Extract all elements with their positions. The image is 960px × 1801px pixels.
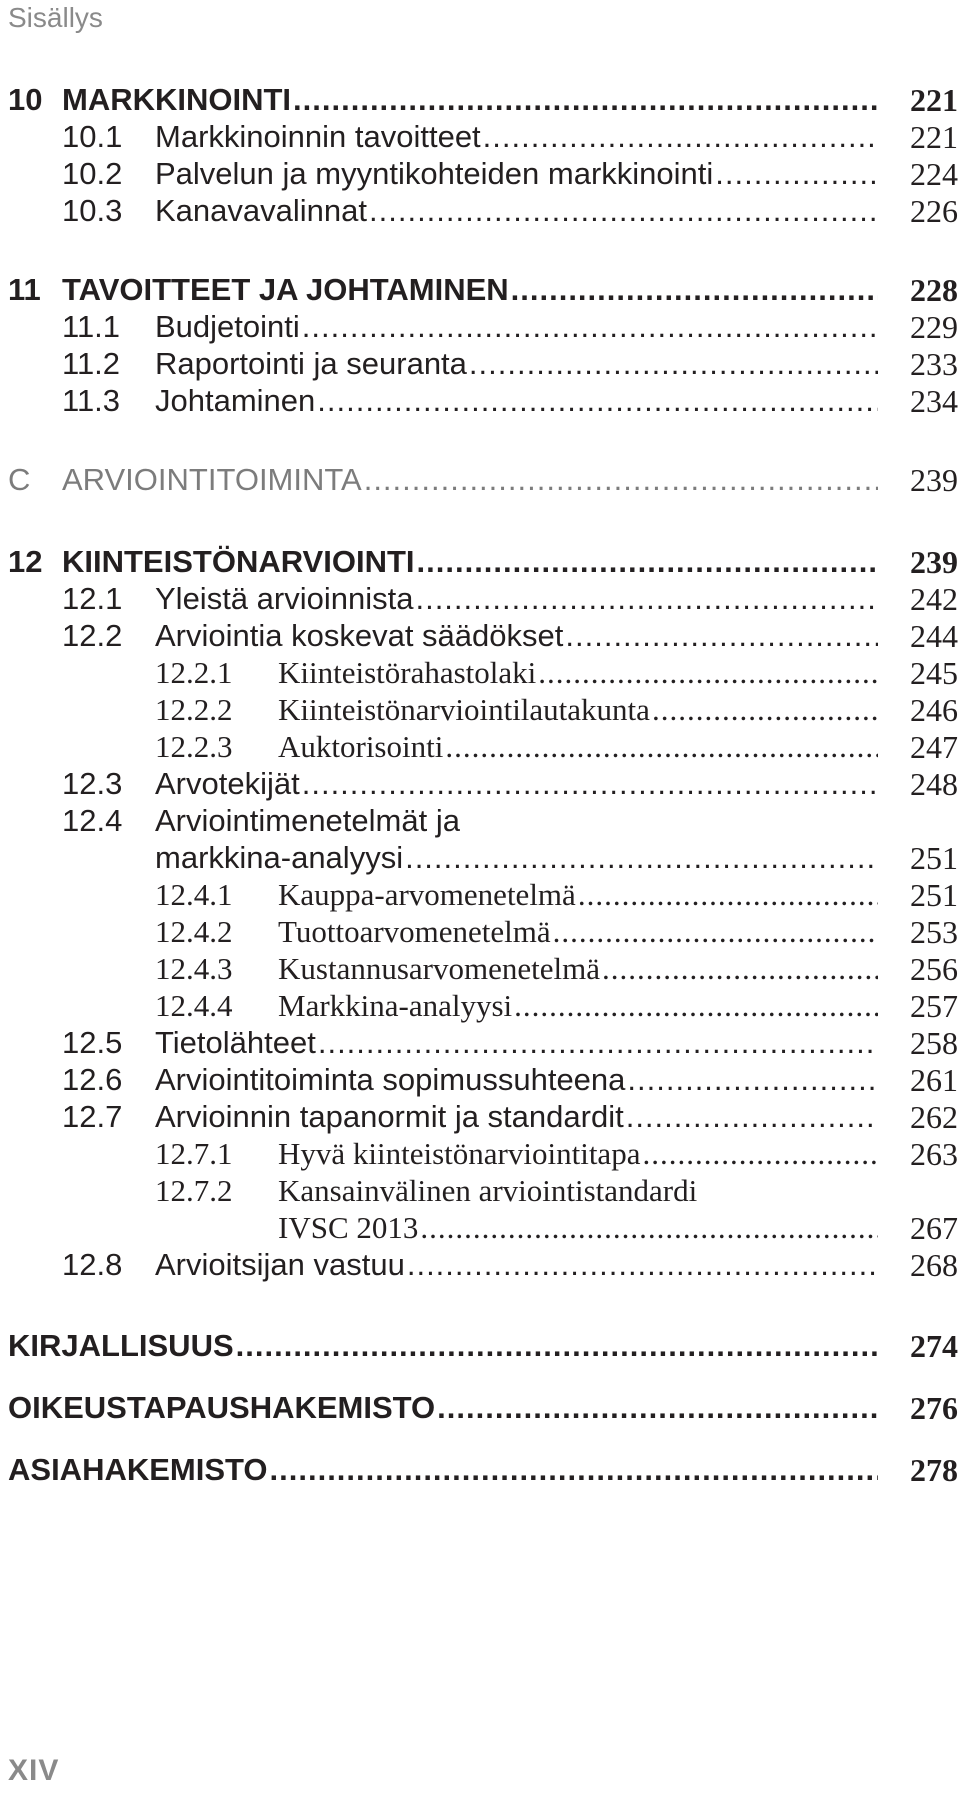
- toc-title: Yleistä arvioinnista: [155, 581, 414, 616]
- toc-number: 10.3: [62, 193, 123, 228]
- dot-leader: [437, 1388, 878, 1428]
- toc-number: 11.1: [62, 309, 121, 344]
- toc-page-number: 274: [910, 1328, 958, 1364]
- toc-number: 12.4.4: [155, 988, 233, 1023]
- toc-entry-section[interactable]: [0, 154, 960, 194]
- toc-title: Tietolähteet: [155, 1025, 316, 1060]
- toc-title: Budjetointi: [155, 309, 300, 344]
- toc-number: 12.2.2: [155, 692, 233, 727]
- toc-page-number: 226: [910, 193, 958, 229]
- toc-entry-section[interactable]: [0, 1023, 960, 1063]
- toc-entry-chapter[interactable]: [0, 270, 960, 310]
- dot-leader: [469, 344, 878, 384]
- dot-leader: [578, 875, 878, 915]
- toc-title: Arviointitoiminta sopimussuhteena: [155, 1062, 626, 1097]
- toc-number: 12: [8, 544, 43, 579]
- toc-title: Kanavavalinnat: [155, 193, 367, 228]
- toc-page-number: 242: [910, 581, 958, 617]
- toc-number: 12.2: [62, 618, 123, 653]
- toc-entry-subsection[interactable]: [0, 875, 960, 915]
- toc-number: 10.1: [62, 119, 123, 154]
- toc-number: 12.3: [62, 766, 123, 801]
- dot-leader: [415, 579, 878, 619]
- toc-number: 11.2: [62, 346, 121, 381]
- dot-leader: [364, 460, 878, 500]
- toc-page-number: 253: [910, 914, 958, 950]
- toc-page-number: 239: [910, 544, 958, 580]
- toc-entry-backmatter[interactable]: [0, 1450, 960, 1490]
- toc-number: 12.2.1: [155, 655, 233, 690]
- toc-page-number: 246: [910, 692, 958, 728]
- toc-entry-subsection[interactable]: [0, 690, 960, 730]
- toc-title: Auktorisointi: [278, 729, 444, 764]
- dot-leader: [318, 1023, 878, 1063]
- toc-entry-subsection[interactable]: [0, 727, 960, 767]
- toc-title: Johtaminen: [155, 383, 316, 418]
- dot-leader: [511, 270, 878, 310]
- toc-page-number: 234: [910, 383, 958, 419]
- toc-number: 12.5: [62, 1025, 123, 1060]
- toc-entry-section[interactable]: [0, 381, 960, 421]
- toc-title: MARKKINOINTI: [62, 82, 292, 117]
- toc-number: 12.1: [62, 581, 123, 616]
- toc-number: 10.2: [62, 156, 123, 191]
- toc-number: 10: [8, 82, 43, 117]
- toc-title: Arvioinnin tapanormit ja standardit: [155, 1099, 624, 1134]
- toc-page-number: 256: [910, 951, 958, 987]
- page-number-footer: XIV: [8, 1754, 60, 1787]
- toc-entry-section[interactable]: [0, 764, 960, 804]
- dot-leader: [236, 1326, 878, 1366]
- toc-title: Markkinoinnin tavoitteet: [155, 119, 481, 154]
- toc-entry-subsection[interactable]: [0, 986, 960, 1026]
- toc-page-number: 257: [910, 988, 958, 1024]
- toc-title: KIINTEISTÖNARVIOINTI: [62, 544, 415, 579]
- dot-leader: [514, 986, 878, 1026]
- dot-leader: [715, 154, 878, 194]
- toc-page-number: 221: [910, 119, 958, 155]
- dot-leader: [445, 727, 878, 767]
- dot-leader: [483, 117, 878, 157]
- toc-title: Hyvä kiinteistönarviointitapa: [278, 1136, 641, 1171]
- dot-leader: [626, 1097, 878, 1137]
- toc-title: Arviointia koskevat säädökset: [155, 618, 564, 653]
- toc-entry-subsection[interactable]: [0, 949, 960, 989]
- toc-number: 11: [8, 272, 41, 307]
- toc-page-number: 244: [910, 618, 958, 654]
- toc-number: 12.7.1: [155, 1136, 233, 1171]
- toc-number: 12.4: [62, 803, 123, 838]
- dot-leader: [317, 381, 878, 421]
- toc-entry-subsection[interactable]: [0, 912, 960, 952]
- toc-page-number: 248: [910, 766, 958, 802]
- toc-title: Kauppa-arvomenetelmä: [278, 877, 576, 912]
- dot-leader: [302, 307, 878, 347]
- toc-title: OIKEUSTAPAUSHAKEMISTO: [8, 1390, 436, 1425]
- dot-leader: [538, 653, 878, 693]
- toc-page-number: 261: [910, 1062, 958, 1098]
- toc-entry-chapter[interactable]: [0, 80, 960, 120]
- toc-number: 12.6: [62, 1062, 123, 1097]
- toc-entry-part[interactable]: [0, 460, 960, 500]
- toc-entry-subsection[interactable]: [0, 1134, 960, 1174]
- toc-title: Kustannusarvomenetelmä: [278, 951, 600, 986]
- toc-title: TAVOITTEET JA JOHTAMINEN: [62, 272, 509, 307]
- dot-leader: [417, 542, 878, 582]
- toc-entry-section[interactable]: [0, 344, 960, 384]
- toc-entry-section[interactable]: [0, 801, 960, 841]
- toc-number: 12.4.1: [155, 877, 233, 912]
- dot-leader: [270, 1450, 878, 1490]
- toc-page-number: 221: [910, 82, 958, 118]
- toc-number: 12.7.2: [155, 1173, 233, 1208]
- toc-entry-backmatter[interactable]: [0, 1326, 960, 1366]
- toc-entry-section[interactable]: [0, 1245, 960, 1285]
- toc-number: 12.2.3: [155, 729, 233, 764]
- dot-leader: [652, 690, 878, 730]
- toc-entry-section[interactable]: [0, 307, 960, 347]
- dot-leader: [405, 838, 878, 878]
- toc-page-number: 263: [910, 1136, 958, 1172]
- toc-page-number: 267: [910, 1210, 958, 1246]
- dot-leader: [602, 949, 878, 989]
- dot-leader: [565, 616, 878, 656]
- toc-entry-subsection[interactable]: [0, 1171, 960, 1211]
- toc-title: Kiinteistönarviointilautakunta: [278, 692, 650, 727]
- toc-page-number: 258: [910, 1025, 958, 1061]
- toc-title: Palvelun ja myyntikohteiden markkinointi: [155, 156, 714, 191]
- toc-entry-section[interactable]: [0, 616, 960, 656]
- toc-title: Markkina-analyysi: [278, 988, 513, 1023]
- toc-page-number: 247: [910, 729, 958, 765]
- toc-number: 12.7: [62, 1099, 123, 1134]
- toc-number: 12.4.3: [155, 951, 233, 986]
- toc-page-number: 228: [910, 272, 958, 308]
- toc-title: markkina-analyysi: [155, 840, 404, 875]
- toc-title: Kiinteistörahastolaki: [278, 655, 537, 690]
- toc-page-number: 251: [910, 877, 958, 913]
- toc-entry-section[interactable]: [0, 1097, 960, 1137]
- toc-page-number: 229: [910, 309, 958, 345]
- toc-page-number: 224: [910, 156, 958, 192]
- toc-entry-backmatter[interactable]: [0, 1388, 960, 1428]
- dot-leader: [420, 1208, 878, 1248]
- running-header: Sisällys: [8, 2, 103, 33]
- toc-title: IVSC 2013: [278, 1210, 419, 1245]
- dot-leader: [407, 1245, 878, 1285]
- dot-leader: [642, 1134, 878, 1174]
- dot-leader: [369, 191, 878, 231]
- toc-title: Tuottoarvomenetelmä: [278, 914, 551, 949]
- toc-entry-section[interactable]: [0, 579, 960, 619]
- toc-title: Arvioitsijan vastuu: [155, 1247, 405, 1282]
- toc-page-number: 233: [910, 346, 958, 382]
- toc-page-number: 278: [910, 1452, 958, 1488]
- toc-entry-continuation[interactable]: [0, 1208, 960, 1248]
- toc-entry-section[interactable]: [0, 117, 960, 157]
- toc-number: 12.4.2: [155, 914, 233, 949]
- dot-leader: [293, 80, 878, 120]
- toc-page-number: 245: [910, 655, 958, 691]
- toc-entry-continuation[interactable]: [0, 838, 960, 878]
- toc-number: 11.3: [62, 383, 121, 418]
- toc-page-number: 276: [910, 1390, 958, 1426]
- toc-title: Arviointimenetelmät ja: [155, 803, 460, 838]
- toc-page-number: 251: [910, 840, 958, 876]
- toc-page-number: 239: [910, 462, 958, 498]
- toc-page-number: 268: [910, 1247, 958, 1283]
- toc-title: ARVIOINTITOIMINTA: [62, 462, 362, 497]
- toc-title: Raportointi ja seuranta: [155, 346, 467, 381]
- toc-entry-subsection[interactable]: [0, 653, 960, 693]
- toc-entry-section[interactable]: [0, 1060, 960, 1100]
- toc-number: C: [8, 462, 31, 497]
- toc-page-number: 262: [910, 1099, 958, 1135]
- toc-title: Kansainvälinen arviointistandardi: [278, 1173, 698, 1208]
- toc-entry-section[interactable]: [0, 191, 960, 231]
- dot-leader: [553, 912, 878, 952]
- toc-entry-chapter[interactable]: [0, 542, 960, 582]
- toc-number: 12.8: [62, 1247, 123, 1282]
- toc-title: KIRJALLISUUS: [8, 1328, 234, 1363]
- dot-leader: [627, 1060, 878, 1100]
- toc-title: ASIAHAKEMISTO: [8, 1452, 268, 1487]
- toc-title: Arvotekijät: [155, 766, 300, 801]
- dot-leader: [302, 764, 878, 804]
